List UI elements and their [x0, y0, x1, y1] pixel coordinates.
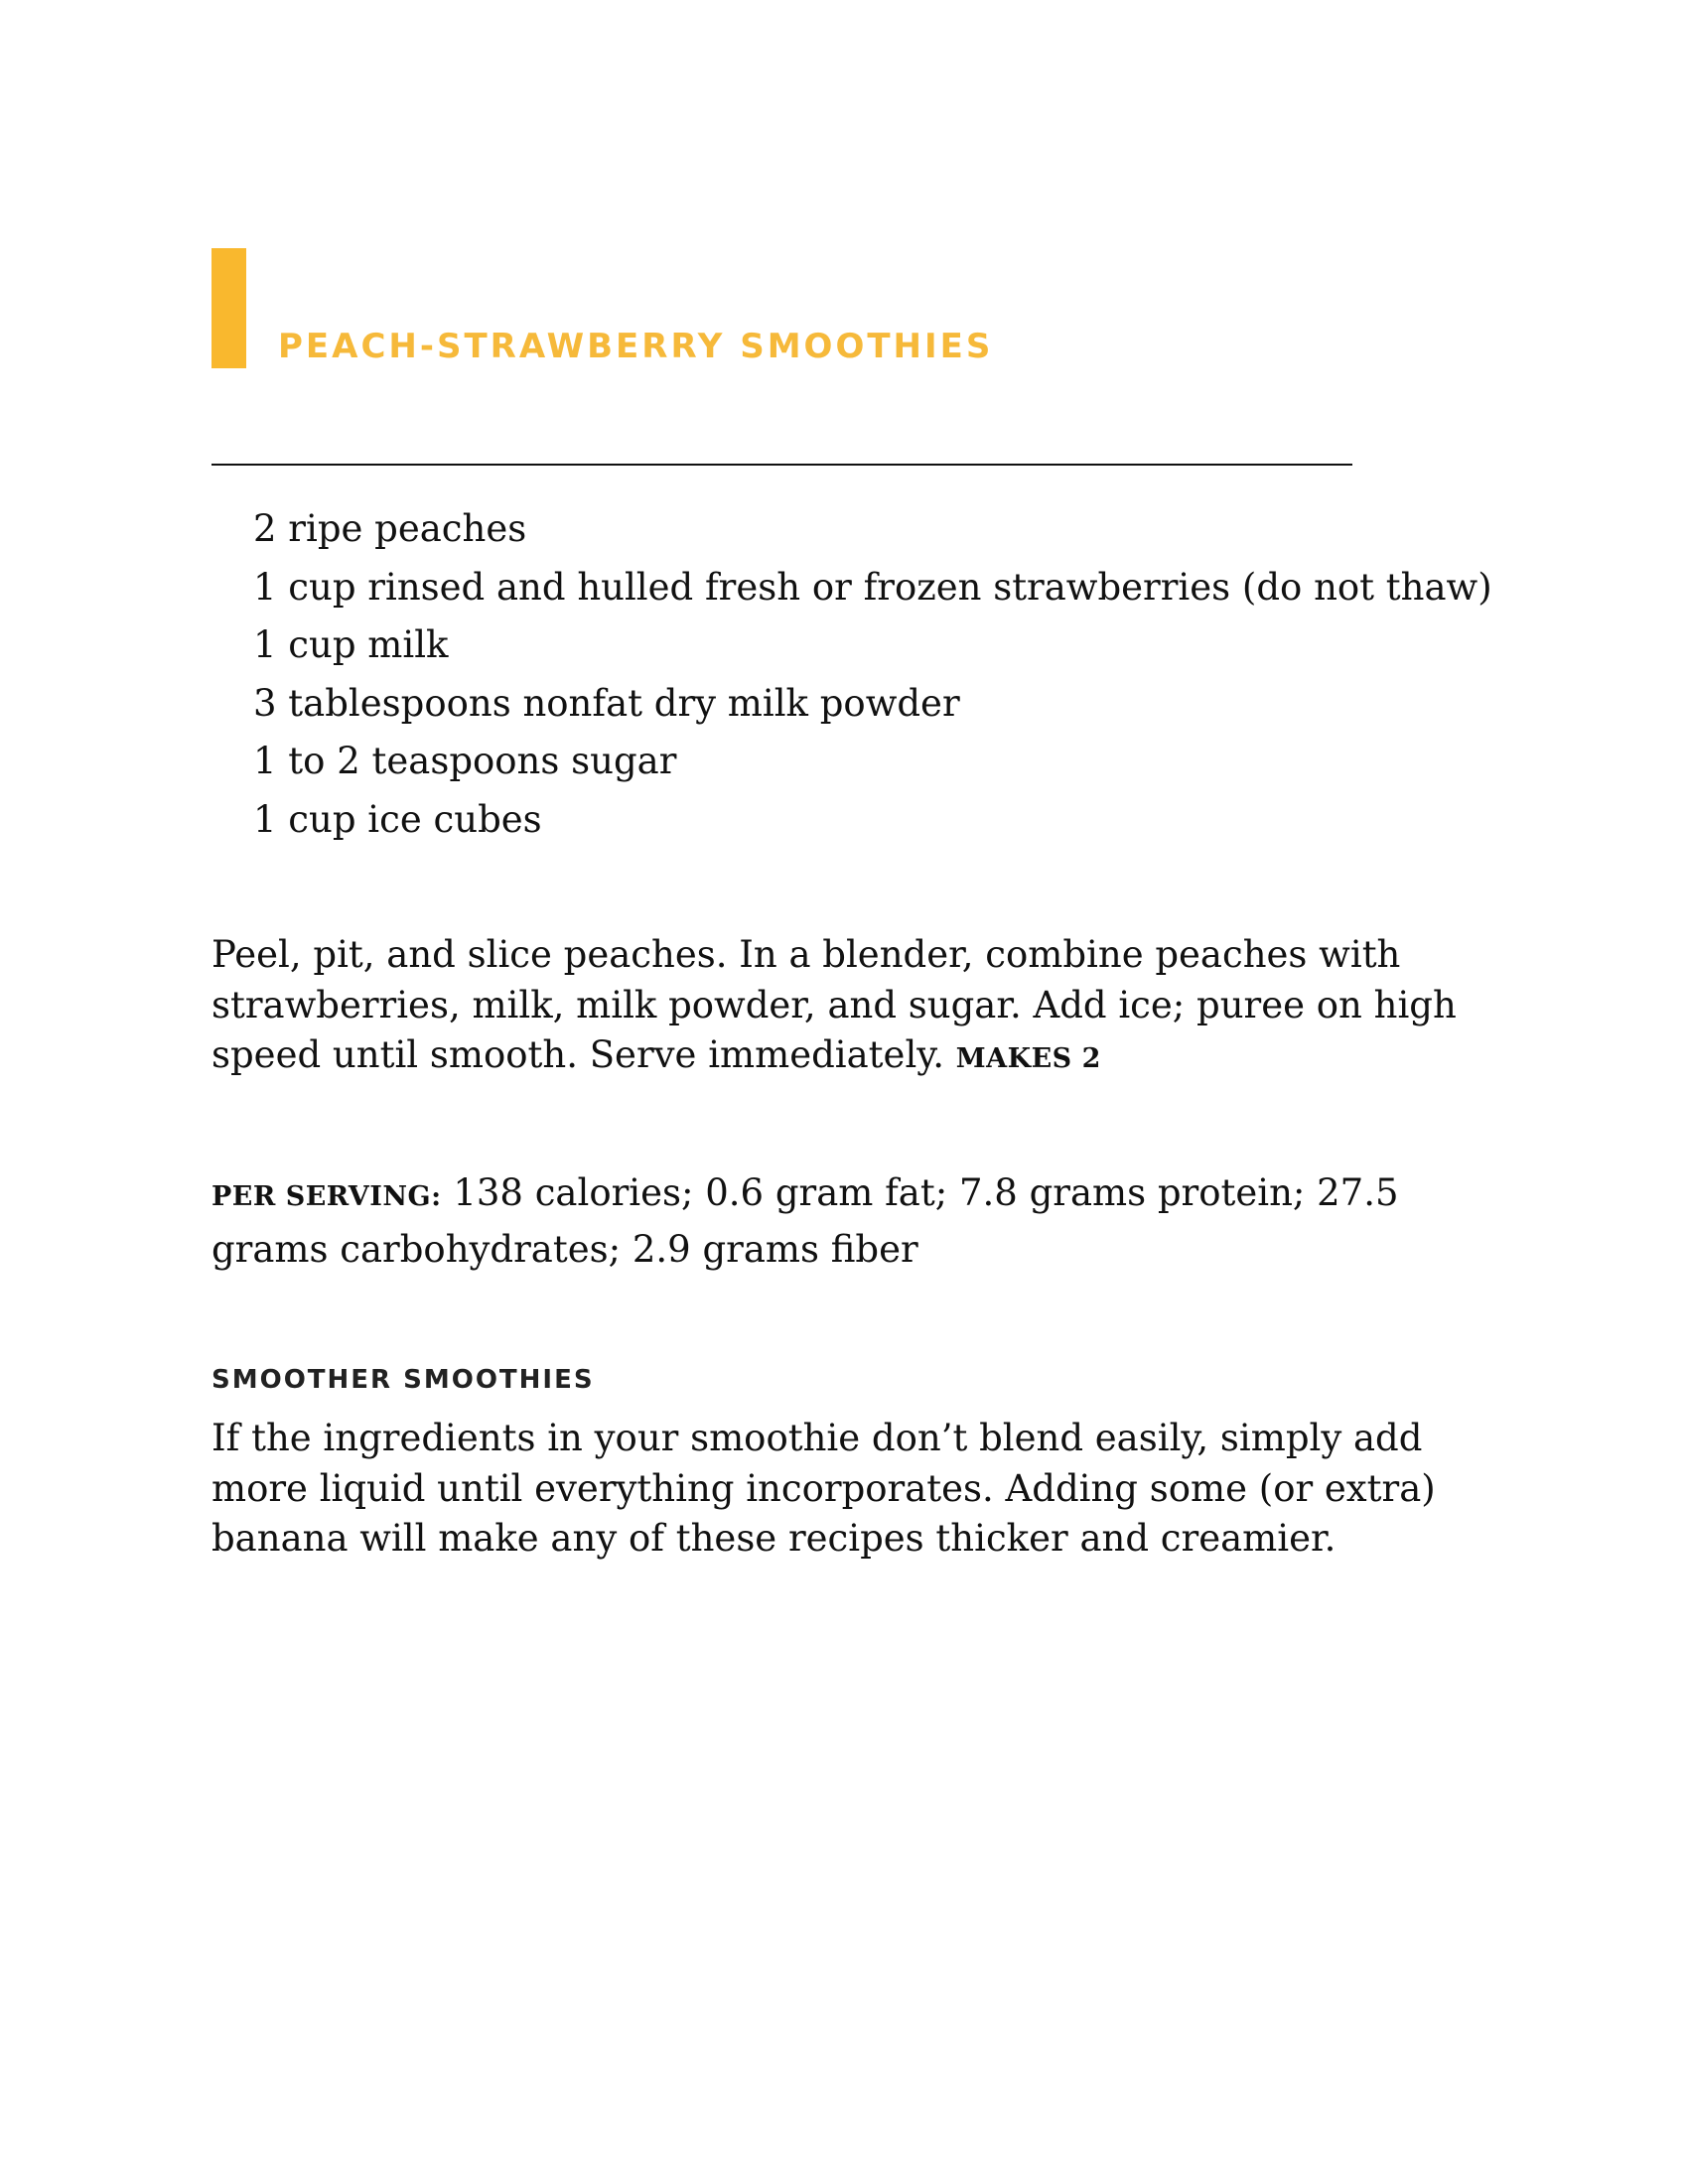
recipe-yield: MAKES 2 [955, 1043, 1101, 1074]
title-accent-bar [211, 248, 246, 368]
ingredient-item: 2 ripe peaches [253, 507, 527, 550]
ingredient-item: 1 to 2 teaspoons sugar [253, 740, 677, 782]
directions-text: Peel, pit, and slice peaches. In a blender, combine peaches with strawberries, milk, milk powder, and sugar. Add ice; puree on high speed until smooth. Serve immediately. [211, 933, 1457, 1076]
ingredient-item: 1 cup rinsed and hulled fresh or frozen strawberries (do not thaw) [253, 565, 1492, 609]
ingredient-item: 1 cup milk [253, 623, 449, 666]
ingredient-list [253, 500, 1492, 849]
recipe-directions [211, 930, 1502, 1085]
tip-body: If the ingredients in your smoothie don’t blend easily, simply add more liquid until everything incorporates. Adding some (or extra) banana will make any of these recipes thicker and creamier. [211, 1417, 1436, 1560]
ingredient-item: 1 cup ice cubes [253, 797, 542, 841]
ingredient-item: 3 tablespoons nonfat dry milk powder [253, 681, 960, 725]
nutrition-info [211, 1166, 1502, 1276]
nutrition-label: PER SERVING: [211, 1181, 442, 1212]
recipe-title: PEACH-STRAWBERRY SMOOTHIES [278, 327, 994, 366]
title-divider [211, 464, 1352, 466]
nutrition-text: 138 calories; 0.6 gram fat; 7.8 grams protein; 27.5 grams carbohydrates; 2.9 grams fiber [211, 1171, 1399, 1271]
tip-heading: SMOOTHER SMOOTHIES [211, 1365, 595, 1395]
